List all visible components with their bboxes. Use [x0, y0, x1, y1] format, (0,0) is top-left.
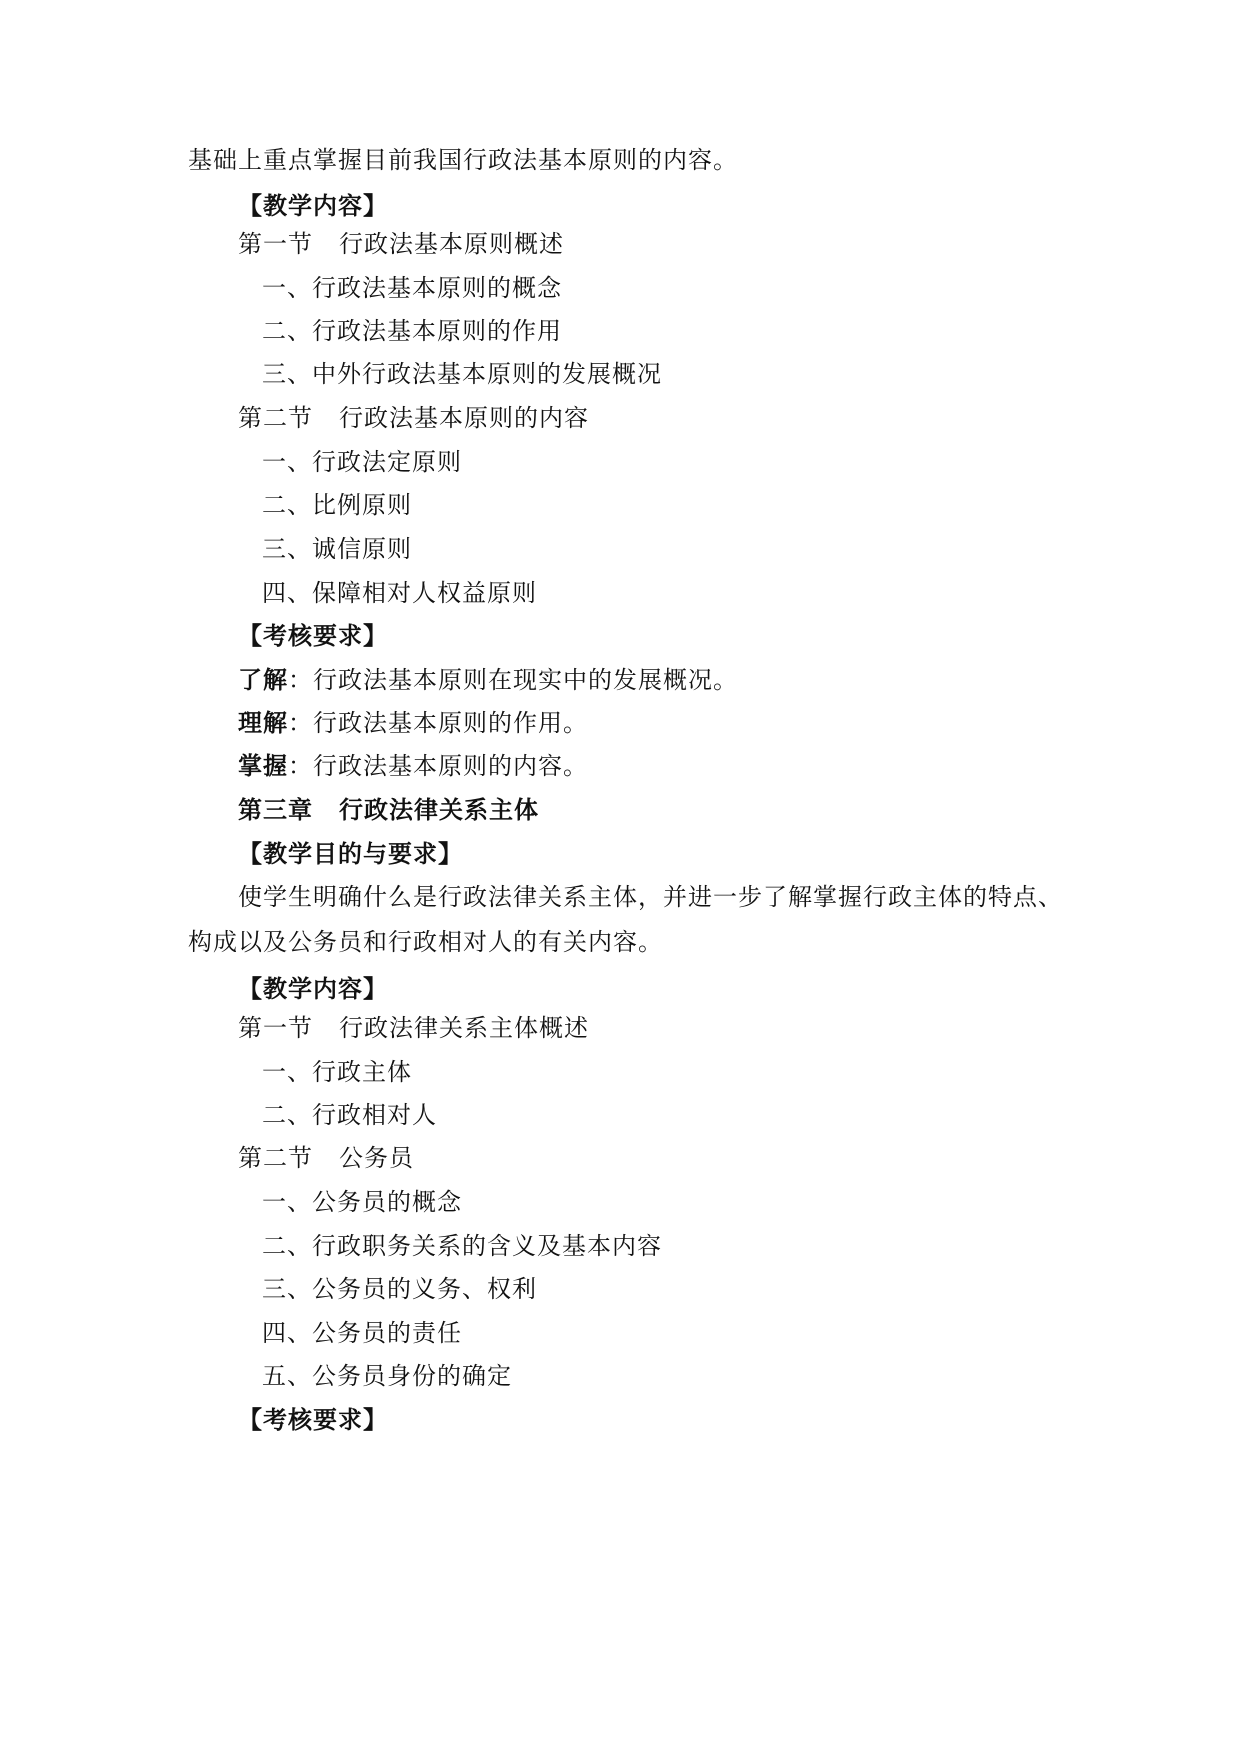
section-label: 第二节: [238, 1144, 313, 1172]
requirement-line: [238, 665, 738, 695]
section-title: 行政法基本原则概述: [339, 230, 564, 258]
section-title: 公务员: [339, 1144, 414, 1172]
list-item: 二、行政法基本原则的作用: [262, 317, 562, 345]
requirement-term: 理解: [238, 709, 288, 737]
requirement-separator: ：: [288, 709, 313, 737]
paragraph-continuation: 基础上重点掌握目前我国行政法基本原则的内容。: [188, 146, 738, 174]
list-item: 一、行政法基本原则的概念: [262, 274, 562, 302]
list-item: 三、中外行政法基本原则的发展概况: [262, 360, 662, 388]
assessment-heading: 【考核要求】: [238, 1406, 388, 1434]
section-label: 第一节: [238, 1014, 313, 1042]
requirement-text: 行政法基本原则的作用。: [313, 709, 588, 737]
list-item: 五、公务员身份的确定: [262, 1362, 512, 1390]
teaching-goal-heading: 【教学目的与要求】: [238, 840, 463, 868]
section-label: 第一节: [238, 230, 313, 258]
list-item: 四、公务员的责任: [262, 1319, 462, 1347]
section-heading: [238, 1143, 414, 1173]
chapter-label: 第三章: [238, 796, 313, 824]
list-item: 三、诚信原则: [262, 535, 412, 563]
list-item: 一、行政法定原则: [262, 448, 462, 476]
requirement-line: [238, 751, 588, 781]
list-item: 一、公务员的概念: [262, 1188, 462, 1216]
list-item: 二、行政相对人: [262, 1101, 437, 1129]
assessment-heading: 【考核要求】: [238, 622, 388, 650]
requirement-term: 了解: [238, 666, 288, 694]
chapter-title: [238, 795, 539, 825]
teaching-content-heading: 【教学内容】: [238, 192, 388, 220]
list-item: 三、公务员的义务、权利: [262, 1275, 537, 1303]
requirement-separator: ：: [288, 752, 313, 780]
goal-paragraph-line-1: 使学生明确什么是行政法律关系主体，并进一步了解掌握行政主体的特点、: [238, 883, 1063, 911]
requirement-text: 行政法基本原则在现实中的发展概况。: [313, 666, 738, 694]
list-item: 二、比例原则: [262, 491, 412, 519]
teaching-content-heading: 【教学内容】: [238, 975, 388, 1003]
section-heading: [238, 229, 564, 259]
requirement-line: [238, 708, 588, 738]
chapter-name: 行政法律关系主体: [339, 796, 539, 824]
requirement-text: 行政法基本原则的内容。: [313, 752, 588, 780]
list-item: 一、行政主体: [262, 1058, 412, 1086]
section-heading: [238, 1013, 589, 1043]
requirement-term: 掌握: [238, 752, 288, 780]
requirement-separator: ：: [288, 666, 313, 694]
section-label: 第二节: [238, 404, 313, 432]
section-heading: [238, 403, 589, 433]
section-title: 行政法律关系主体概述: [339, 1014, 589, 1042]
list-item: 四、保障相对人权益原则: [262, 579, 537, 607]
section-title: 行政法基本原则的内容: [339, 404, 589, 432]
goal-paragraph-line-2: 构成以及公务员和行政相对人的有关内容。: [188, 928, 663, 956]
list-item: 二、行政职务关系的含义及基本内容: [262, 1232, 662, 1260]
